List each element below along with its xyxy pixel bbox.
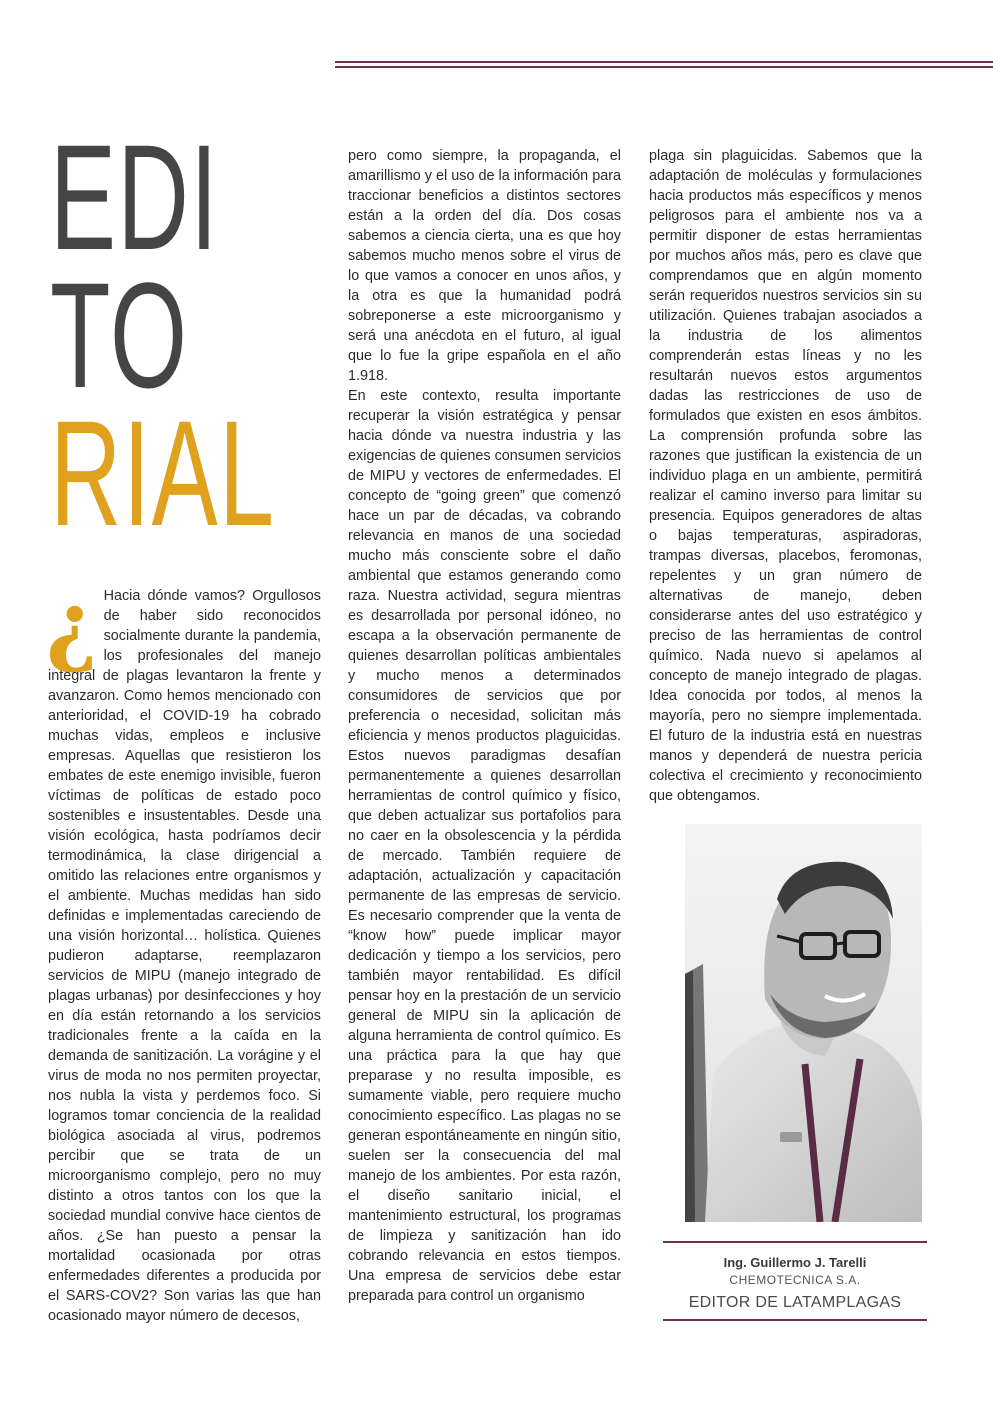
title-line-1: EDI — [50, 113, 220, 281]
title-line-3: RIAL — [50, 389, 276, 557]
credit-rule-bottom — [663, 1319, 927, 1321]
title-line-2: TO — [50, 251, 189, 419]
editorial-title — [50, 113, 310, 557]
article-paragraph: En este contexto, resulta importante recuperar la visión estratégica y pensar hacia dónde va nuestra industria y las exigencias de quienes consumen servicios de MIPU y vectores de enfermedades. El concepto de “going green” que comenzó hace un par de décadas, va cobrando relevancia en manos de una sociedad mucho más consciente sobre el daño ambiental que estamos generando como raza. Nuestra actividad, segura mientras es desarrollada por personal idóneo, no escapa a la observación permanente de quienes desarrollan políticas ambientales y mucho menos a determinados consumidores de servicios que por preferencia o necesidad, solicitan más eficiencia y menos productos plaguicidas. Estos nuevos paradigmas desafían permanentemente a quienes desarrollan herramientas de control químico y físico, que deben actualizar sus portafolios para no caer en la obsolescencia y la pérdida de mercado. También requiere de adaptación, actualización y capacitación permanente de las empresas de servicio. Es necesario comprender que la venta de “know how” puede implicar mayor dedicación y tiempo a los servicios, pero también mayor rentabilidad. Es difícil pensar hoy en la prestación de un servicio general de MIPU sin la aplicación de alguna herramienta de control químico. Es una práctica para la que hay que preparase y no resulta imposible, es sumamente viable, pero requiere mucho conocimiento específico. Las plagas no se generan espontáneamente en ningún sitio, suelen ser la consecuencia del mal manejo de los ambientes. Por esta razón, el diseño sanitario inicial, el mantenimiento estructural, los programas de limpieza y sanitización han ido cobrando relevancia en estos tiempos. Una empresa de servicios debe estar preparada para control un organismo — [348, 388, 621, 1304]
header-rule-line — [335, 61, 993, 63]
header-rule — [335, 61, 993, 68]
credit-rule-top — [663, 1241, 927, 1243]
header-rule-line — [335, 66, 993, 68]
author-company: CHEMOTECNICA S.A. — [729, 1273, 861, 1287]
article-paragraph: Hacia dónde vamos? Orgullosos de haber sido reconocidos socialmente durante la pandemia, los profesionales del manejo integral de plagas levantaron la frente y avanzaron. Como hemos mencionado con anterioridad, el COVID-19 ha cobrado muchas vidas, empleos e inclusive empresas. Aquellas que resistieron los embates de este enemigo invisible, fueron víctimas de políticas de estado poco sostenibles e insustentables. Desde una visión ecológica, hasta podríamos decir termodinámica, la clase dirigencial a omitido las relaciones entre organismos y el ambiente. Muchas medidas han sido definidas e implementadas careciendo de una visión horizontal… holística. Quienes pudieron adaptarse, reemplazaron servicios de MIPU (manejo integrado de plagas urbanas) por desinfecciones y hoy en día están retornando a los servicios tradicionales frente a la caída en la demanda de sanitización. La vorágine y el virus de moda no nos permiten proyectar, nos nubla la vista y perdemos foco. Si logramos tomar conciencia de la realidad biológica asociada al virus, podremos percibir que se trata de un microorganismo complejo, pero no muy distinto a otros tantos con los que la sociedad mundial convive hace cientos de años. ¿Se han puesto a pensar la mortalidad ocasionada por otras enfermedades diferentes a producida por el SARS-COV2? Son varias las que han ocasionado mayor número de decesos, — [48, 588, 321, 1324]
author-role: EDITOR DE LATAMPLAGAS — [688, 1294, 902, 1311]
author-portrait — [685, 824, 922, 1222]
article-paragraph: plaga sin plaguicidas. Sabemos que la adaptación de moléculas y formulaciones hacia productos más específicos y menos peligrosos para el ambiente nos va a permitir disponer de estas herramientas por muchos años más, pero es clave que comprendamos que en algún momento serán requeridos nuestros servicios sin su utilización. Quienes trabajan asociados a la industria de los alimentos comprenderán estas líneas y no les resultarán nuevos estos argumentos dadas las restricciones de uso de formulados que existen en esos ámbitos. La comprensión profunda sobre las razones que justifican la existencia de un individuo plaga en un ambiente, permitirá realizar el camino inverso para limitar su presencia. Equipos generadores de altas o bajas temperaturas, aspiradoras, trampas diversas, placebos, feromonas, repelentes y un gran número de alternativas de manejo, deben considerarse antes del uso estratégico y preciso de las herramientas de control químico. Nada nuevo si apelamos al concepto de manejo integrado de plagas. Idea conocida por todos, al menos la mayoría, pero no siempre implementada. El futuro de la industria está en nuestras manos y dependerá de nuestra pericia colectiva el crecimiento y reconocimiento que obtengamos. — [649, 148, 922, 804]
article-column-1 — [46, 572, 321, 1326]
drop-cap: ¿ — [46, 572, 98, 676]
author-name: Ing. Guillermo J. Tarelli — [723, 1255, 867, 1270]
article-column-2 — [348, 146, 621, 1306]
article-paragraph: pero como siempre, la propaganda, el amarillismo y el uso de la información para traccionar beneficios a distintos sectores están a la orden del día. Dos cosas sabemos a ciencia cierta, una es que hoy sabemos mucho menos sobre el virus de lo que vamos a conocer en unos años, y la otra es que la humanidad podrá sobreponerse a este microorganismo y será una anécdota en el futuro, al igual que lo fue la gripe española en el año 1.918. — [348, 148, 621, 384]
article-column-3 — [649, 146, 922, 806]
author-credit — [663, 1241, 927, 1321]
